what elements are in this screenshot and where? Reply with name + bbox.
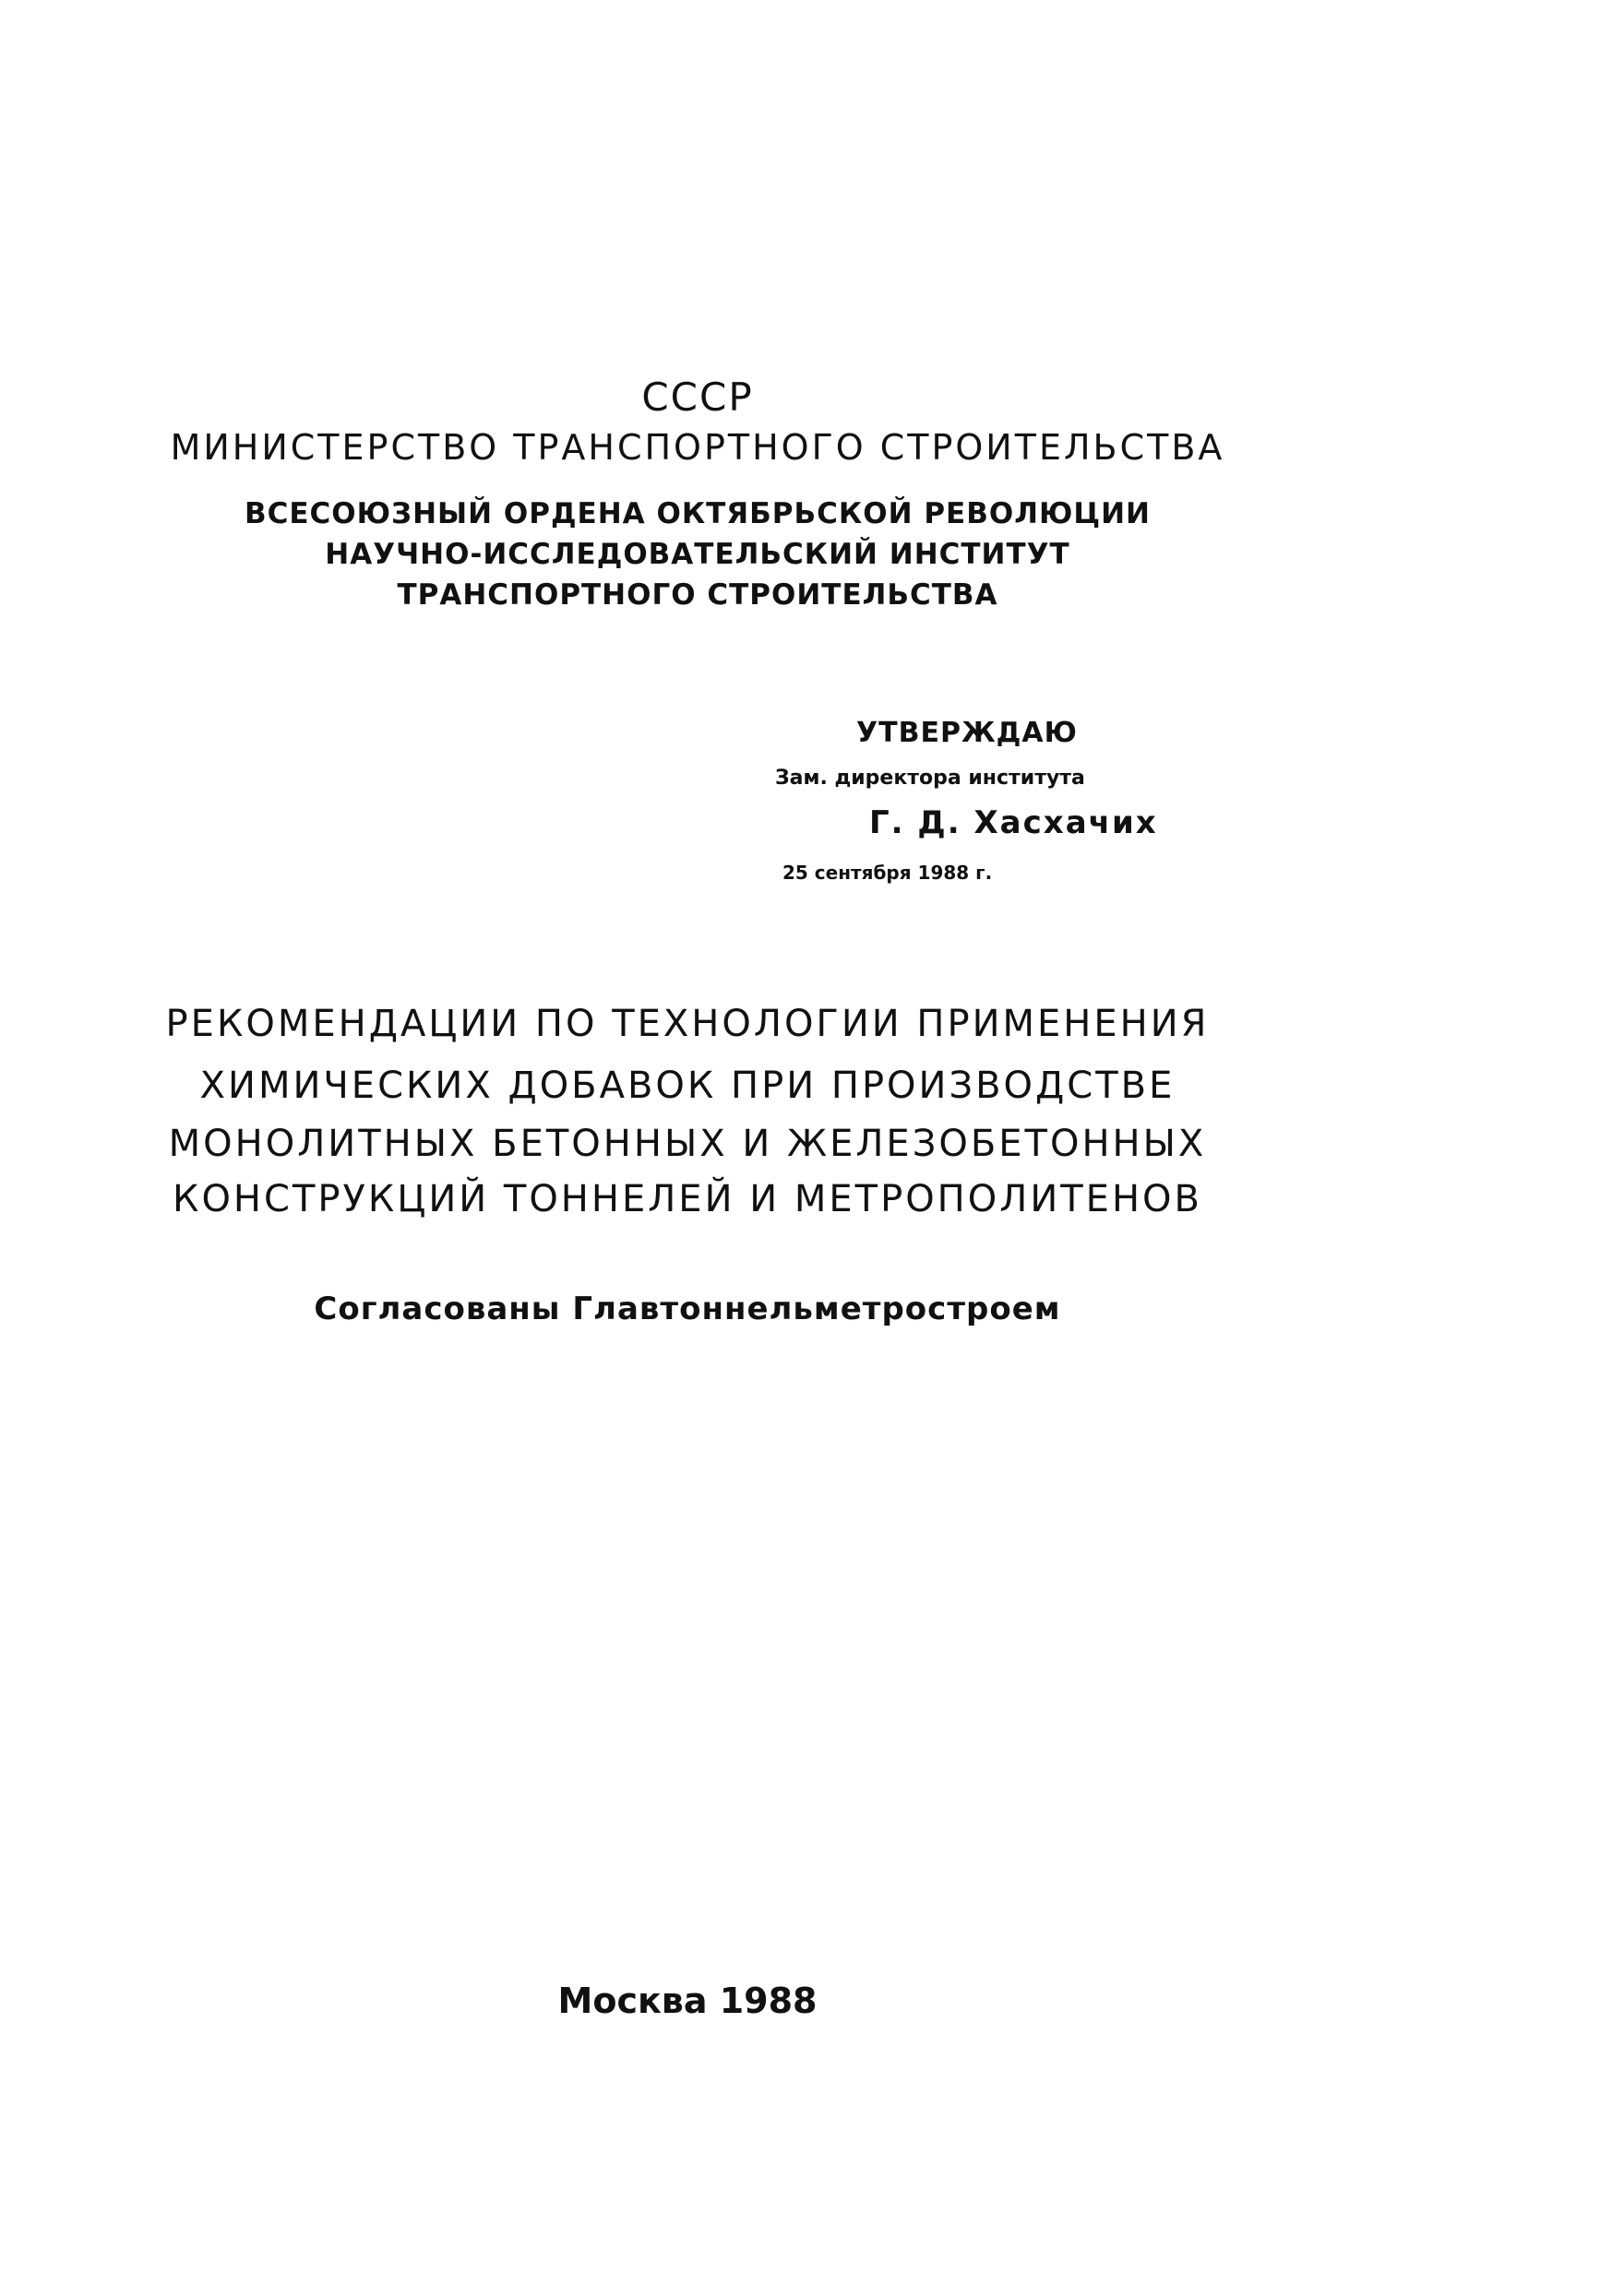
ministry-heading: МИНИСТЕРСТВО ТРАНСПОРТНОГО СТРОИТЕЛЬСТВА: [170, 427, 1225, 468]
country-heading: СССР: [641, 375, 754, 420]
document-title-line-3: МОНОЛИТНЫХ БЕТОННЫХ И ЖЕЛЕЗОБЕТОННЫХ: [168, 1123, 1207, 1165]
agreed-by-note: Согласованы Главтоннельметростроем: [314, 1291, 1061, 1327]
approval-title: УТВЕРЖДАЮ: [856, 717, 1078, 749]
institute-line-1: ВСЕСОЮЗНЫЙ ОРДЕНА ОКТЯБРЬСКОЙ РЕВОЛЮЦИИ: [245, 497, 1151, 530]
approval-name: Г. Д. Хасхачих: [869, 804, 1158, 841]
document-title-line-4: КОНСТРУКЦИЙ ТОННЕЛЕЙ И МЕТРОПОЛИТЕНОВ: [173, 1178, 1202, 1220]
document-title-line-1: РЕКОМЕНДАЦИИ ПО ТЕХНОЛОГИИ ПРИМЕНЕНИЯ: [165, 1003, 1210, 1045]
document-title-line-2: ХИМИЧЕСКИХ ДОБАВОК ПРИ ПРОИЗВОДСТВЕ: [199, 1065, 1176, 1107]
institute-line-2: НАУЧНО-ИССЛЕДОВАТЕЛЬСКИЙ ИНСТИТУТ: [325, 538, 1070, 571]
place-and-year: Москва 1988: [557, 1981, 818, 2021]
approval-date: 25 сентября 1988 г.: [782, 862, 993, 884]
approval-position: Зам. директора института: [775, 767, 1085, 790]
institute-line-3: ТРАНСПОРТНОГО СТРОИТЕЛЬСТВА: [397, 578, 998, 612]
